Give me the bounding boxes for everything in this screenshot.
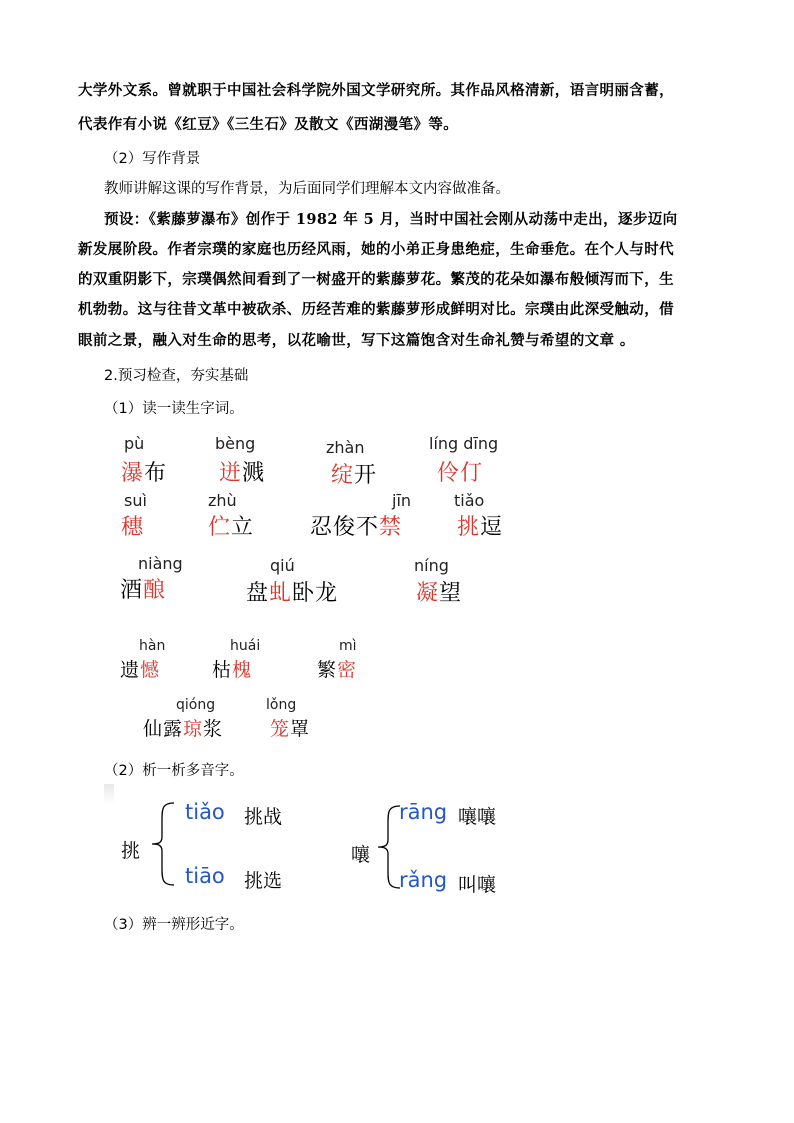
section-heading-preview: 2.预习检查，夯实基础 [104, 368, 249, 384]
vocab-word: 遗憾 [120, 659, 161, 681]
intro-line-1: 大学外文系。曾就职于中国社会科学院外国文学研究所。其作品风格清新，语言明丽含蓄， [78, 82, 674, 99]
polyphone-char: 挑 [121, 840, 141, 862]
vocab-pinyin: líng dīng [429, 434, 499, 453]
vocab-pinyin: huái [230, 638, 261, 654]
preset-line-4: 机勃勃。这与往昔文革中被砍杀、历经苦难的紫藤萝形成鲜明对比。宗璞由此深受触动，借 [78, 301, 674, 318]
polyphone-pinyin: rǎng [399, 868, 448, 892]
preset-line-2: 新发展阶段。作者宗璞的家庭也历经风雨，她的小弟正身患绝症，生命垂危。在个人与时代 [78, 241, 674, 258]
vocab-pinyin: tiǎo [454, 491, 485, 510]
teacher-instruction: 教师讲解这课的写作背景，为后面同学们理解本文内容做准备。 [104, 181, 510, 197]
intro-line-2: 代表作有小说《红豆》《三生石》及散文《西湖漫笔》等。 [78, 116, 459, 133]
vocab-pinyin: suì [124, 491, 147, 510]
polyphone-pinyin: rāng [399, 800, 448, 824]
polyphone-word: 嚷嚷 [458, 806, 497, 828]
vocab-word: 枯槐 [212, 659, 253, 681]
vocab-pinyin: lǒng [266, 697, 297, 713]
vocab-pinyin: zhàn [326, 438, 365, 457]
vocab-pinyin: niàng [138, 554, 183, 573]
vocab-word: 盘虬卧龙 [246, 581, 339, 606]
polyphone-pinyin: tiǎo [185, 800, 225, 824]
vocab-word: 凝望 [416, 581, 463, 606]
subheading-similar-chars: （3）辨一辨形近字。 [104, 917, 244, 933]
preset-line-3: 的双重阴影下，宗璞偶然间看到了一树盛开的紫藤萝花。繁茂的花朵如瀑布般倾泻而下，生 [78, 271, 674, 288]
scan-shadow [104, 784, 114, 804]
vocab-pinyin: qióng [176, 697, 216, 713]
vocab-pinyin: pù [124, 434, 145, 453]
subheading-read-words: （1）读一读生字词。 [104, 401, 244, 417]
section-heading-writing-background: （2）写作背景 [104, 151, 201, 167]
vocab-word: 瀑布 [121, 461, 168, 486]
vocab-word: 繁密 [317, 659, 358, 681]
vocab-pinyin: níng [414, 556, 449, 575]
polyphone-char: 嚷 [351, 844, 371, 866]
vocab-word: 笼罩 [270, 718, 311, 740]
vocab-pinyin: zhù [208, 491, 237, 510]
vocab-word: 穗 [121, 515, 145, 540]
subheading-polyphones: （2）析一析多音字。 [104, 763, 244, 779]
vocab-word: 忍俊不禁 [310, 515, 403, 540]
vocab-pinyin: jīn [392, 491, 412, 510]
vocab-word: 仙露琼浆 [143, 718, 224, 740]
preset-line-5: 眼前之景，融入对生命的思考，以花喻世，写下这篇饱含对生命礼赞与希望的文章 。 [78, 332, 635, 349]
polyphone-word: 挑选 [244, 870, 283, 892]
vocab-word: 酒酿 [120, 578, 167, 603]
polyphone-word: 叫嚷 [458, 874, 497, 896]
vocab-word: 挑逗 [457, 515, 504, 540]
vocab-pinyin: hàn [139, 638, 166, 654]
brace-icon [148, 801, 178, 887]
vocab-word: 绽开 [331, 463, 378, 488]
polyphone-pinyin: tiāo [185, 864, 225, 888]
vocab-word: 伫立 [208, 515, 255, 540]
vocab-pinyin: qiú [270, 556, 295, 575]
vocab-pinyin: mì [339, 638, 357, 654]
preset-line-1: 预设：《紫藤萝瀑布》创作于 1982 年 5 月，当时中国社会刚从动荡中走出，逐步迈向 [104, 211, 678, 228]
vocab-pinyin: bèng [215, 434, 256, 453]
polyphone-word: 挑战 [244, 806, 283, 828]
vocab-word: 伶仃 [437, 461, 484, 486]
vocab-word: 迸溅 [219, 461, 266, 486]
